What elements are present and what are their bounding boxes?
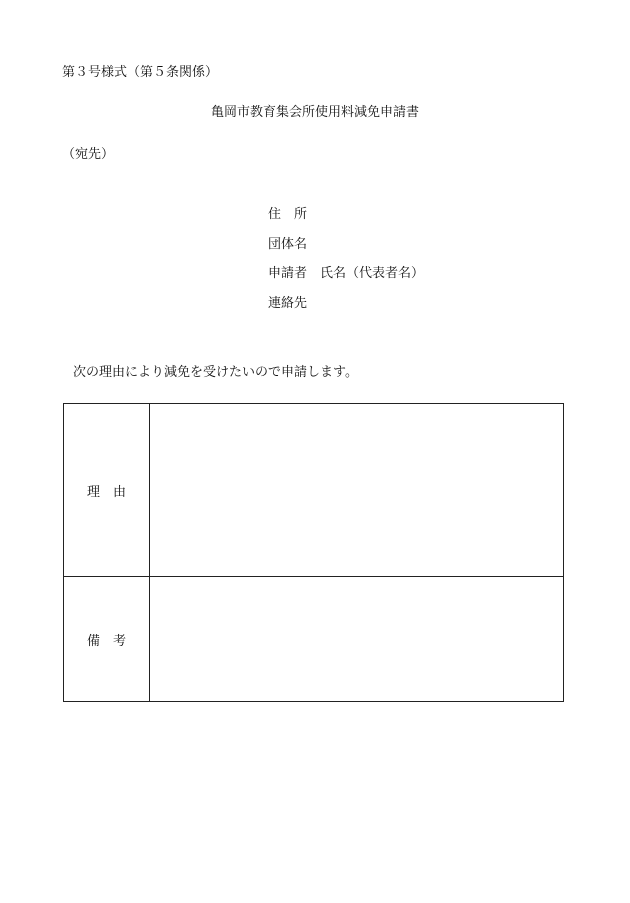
request-table — [63, 403, 564, 702]
address-field-label: 住 所 — [268, 207, 308, 222]
remarks-row — [64, 577, 564, 702]
request-statement: 次の理由により減免を受けたいので申請します。 — [73, 365, 358, 380]
reason-label: 理 由 — [64, 404, 150, 577]
contact-field-label: 連絡先 — [268, 296, 308, 311]
addressee-label: （宛先） — [62, 147, 115, 162]
reason-input-cell[interactable] — [150, 404, 564, 577]
remarks-label: 備 考 — [64, 577, 150, 702]
reason-row — [64, 404, 564, 577]
document-title: 亀岡市教育集会所使用料減免申請書 — [210, 105, 419, 120]
remarks-input-cell[interactable] — [150, 577, 564, 702]
group-name-field-label: 団体名 — [268, 237, 308, 252]
form-number: 第３号様式（第５条関係） — [62, 65, 219, 80]
applicant-name-field-label: 申請者 氏名（代表者名） — [268, 266, 425, 281]
